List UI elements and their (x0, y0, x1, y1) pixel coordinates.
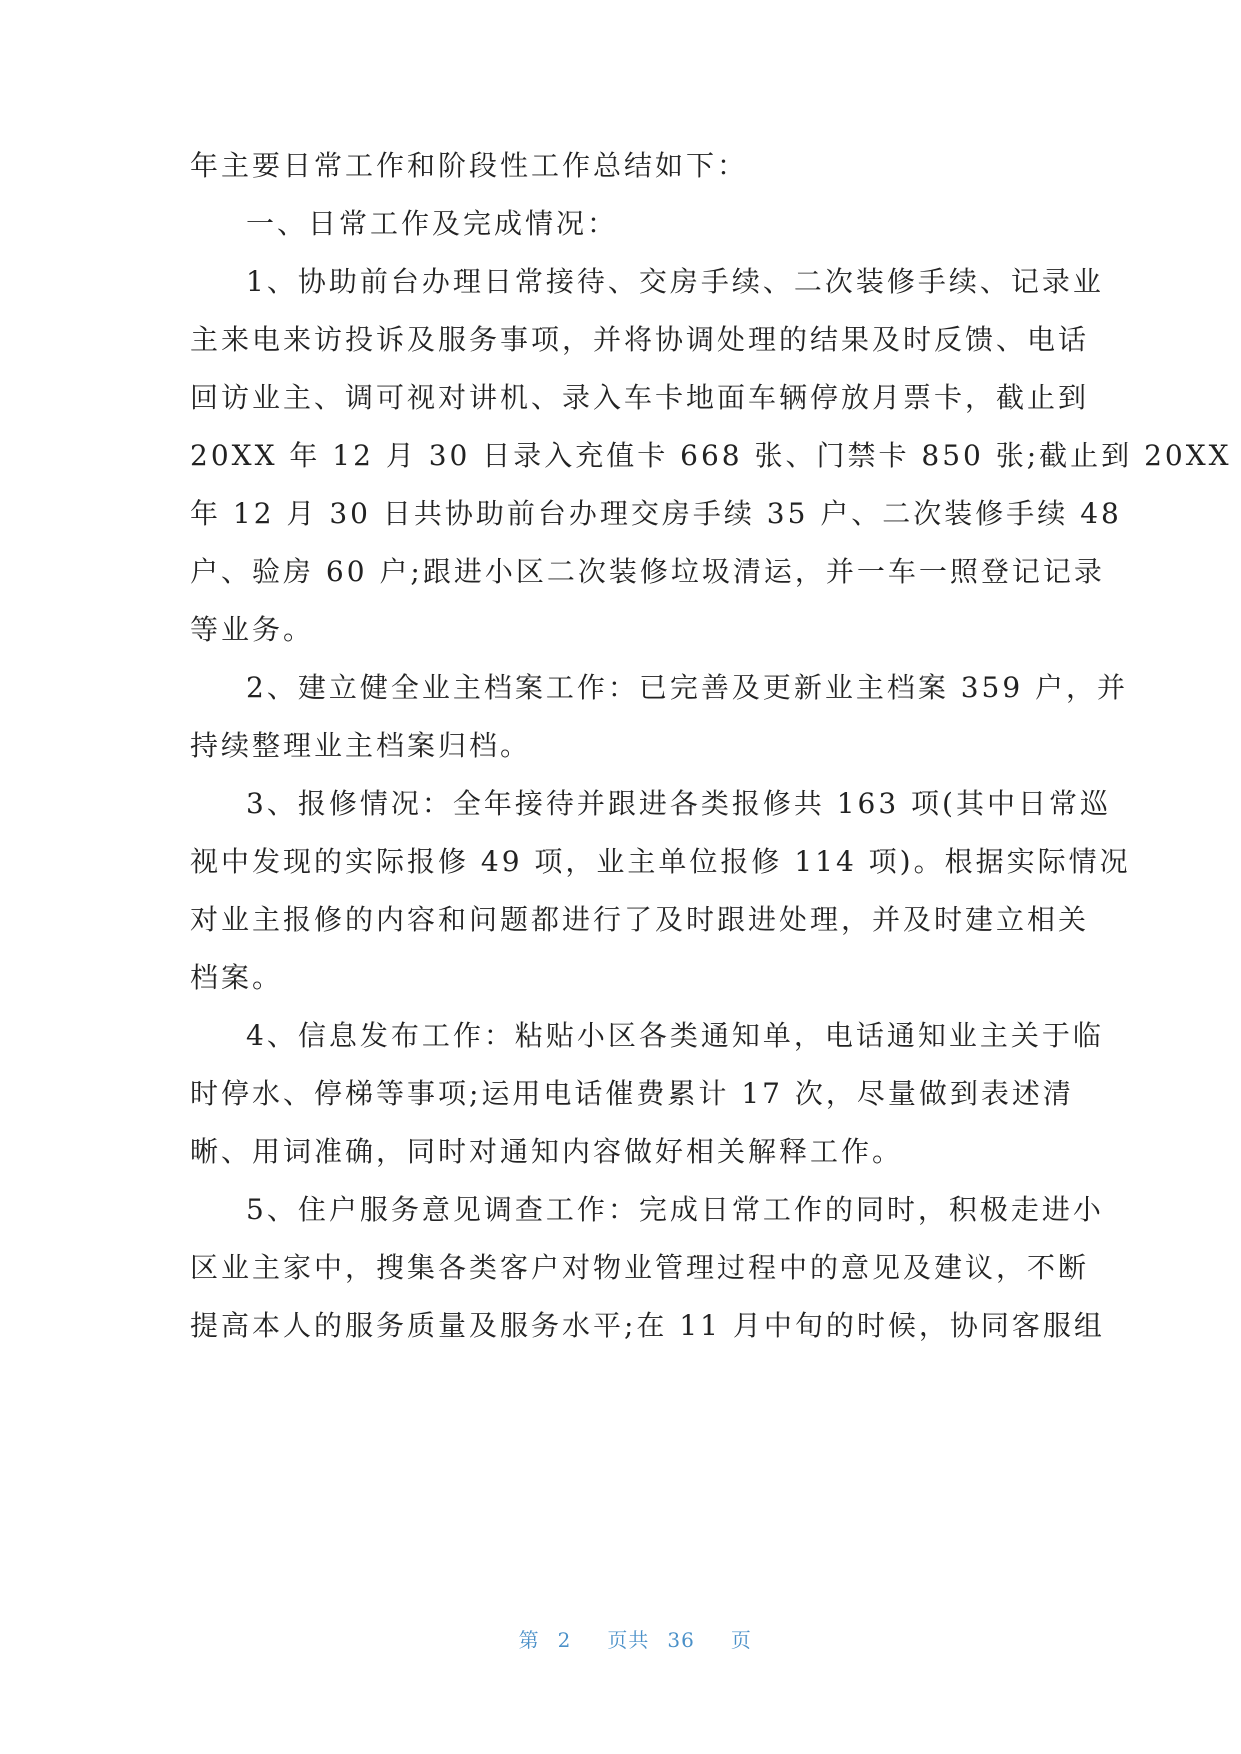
paragraph-line: 主来电来访投诉及服务事项，并将协调处理的结果及时反馈、电话 (190, 323, 1090, 356)
paragraph-line: 区业主家中，搜集各类客户对物业管理过程中的意见及建议，不断 (190, 1251, 1090, 1284)
paragraph-line: 5、住户服务意见调查工作：完成日常工作的同时，积极走进小 (246, 1193, 1104, 1226)
paragraph-line: 对业主报修的内容和问题都进行了及时跟进处理，并及时建立相关 (190, 903, 1090, 936)
paragraph-line: 1、协助前台办理日常接待、交房手续、二次装修手续、记录业 (246, 265, 1104, 298)
paragraph-line: 时停水、停梯等事项;运用电话催费累计 17 次，尽量做到表述清 (190, 1077, 1074, 1110)
paragraph-line: 晰、用词准确，同时对通知内容做好相关解释工作。 (190, 1135, 904, 1168)
page-label-mid: 页共 (607, 1628, 650, 1652)
page-footer (0, 1598, 1241, 1682)
paragraph-line: 20XX 年 12 月 30 日录入充值卡 668 张、门禁卡 850 张;截止到 20XX (190, 439, 1232, 472)
page-label-suffix: 页 (730, 1628, 752, 1652)
paragraph-line: 视中发现的实际报修 49 项，业主单位报修 114 项)。根据实际情况 (190, 845, 1131, 878)
paragraph-line: 等业务。 (190, 613, 315, 646)
paragraph-line: 2、建立健全业主档案工作：已完善及更新业主档案 359 户，并 (246, 671, 1129, 704)
paragraph-line: 3、报修情况：全年接待并跟进各类报修共 163 项(其中日常巡 (246, 787, 1111, 820)
paragraph-line: 年主要日常工作和阶段性工作总结如下： (190, 149, 749, 182)
page-total: 36 (667, 1628, 695, 1652)
page-label-prefix: 第 (518, 1628, 540, 1652)
paragraph-line: 回访业主、调可视对讲机、录入车卡地面车辆停放月票卡，截止到 (190, 381, 1090, 414)
page-number: 2 (557, 1628, 572, 1652)
paragraph-line: 持续整理业主档案归档。 (190, 729, 532, 762)
section-heading: 一、日常工作及完成情况： (246, 207, 619, 240)
paragraph-line: 提高本人的服务质量及服务水平;在 11 月中旬的时候，协同客服组 (190, 1309, 1105, 1342)
paragraph-line: 档案。 (190, 961, 284, 994)
paragraph-line: 年 12 月 30 日共协助前台办理交房手续 35 户、二次装修手续 48 (190, 497, 1122, 530)
paragraph-line: 4、信息发布工作：粘贴小区各类通知单，电话通知业主关于临 (246, 1019, 1104, 1052)
paragraph-line: 户、验房 60 户;跟进小区二次装修垃圾清运，并一车一照登记记录 (190, 555, 1105, 588)
